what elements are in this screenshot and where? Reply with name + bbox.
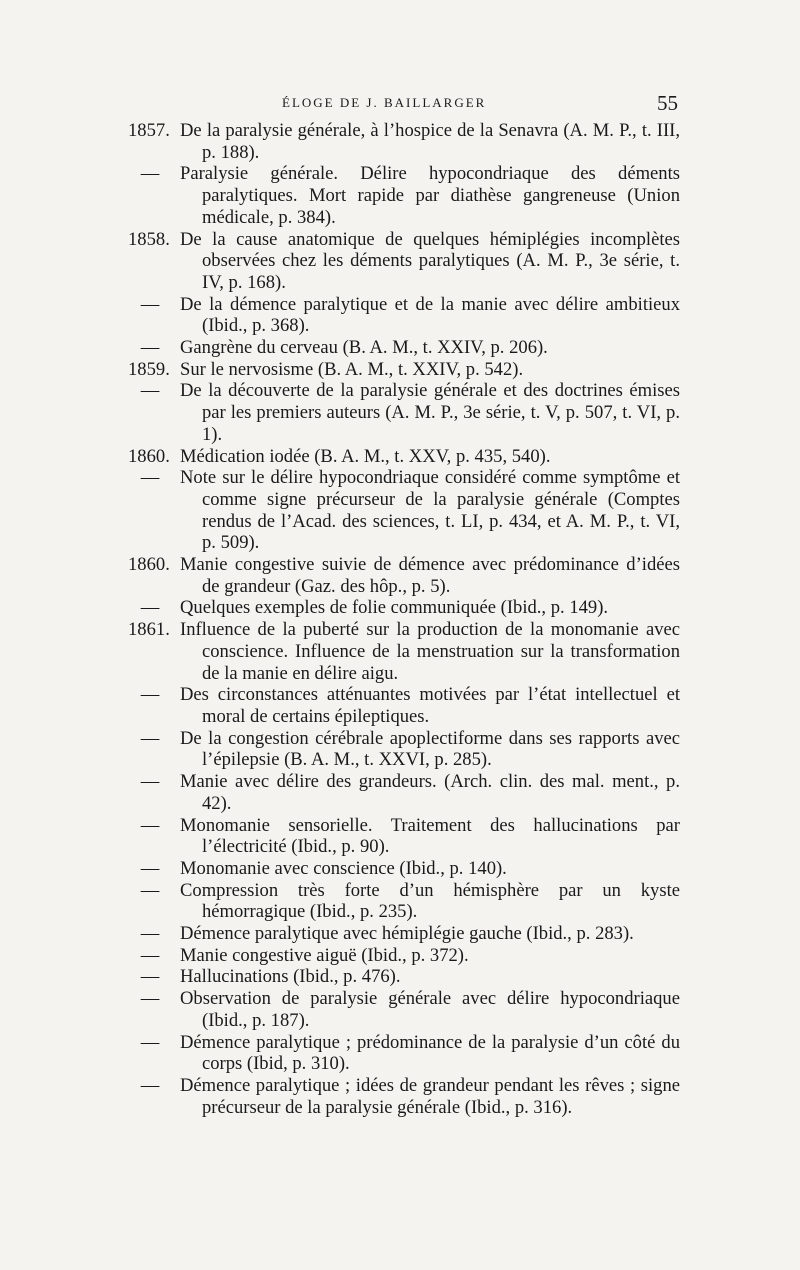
ditto-dash: —	[140, 467, 160, 489]
bibliography-entry	[128, 163, 680, 228]
ditto-dash: —	[140, 814, 160, 836]
entry-year: 1857.	[128, 120, 170, 141]
ditto-dash: —	[140, 966, 160, 988]
ditto-dash: —	[140, 727, 160, 749]
entry-text: Observation de paralysie générale avec délire hypocondriaque (Ibid., p. 187).	[180, 988, 680, 1031]
entry-text: Manie congestive suivie de démence avec prédominance d’idées de grandeur (Gaz. des hôp., p. 5).	[180, 554, 680, 597]
bibliography-entry	[128, 597, 680, 619]
bibliography-entry	[128, 467, 680, 554]
ditto-dash: —	[140, 684, 160, 706]
entry-text: De la découverte de la paralysie générale et des doctrines émises par les premiers auteurs (A. M. P., 3e série, t. V, p. 507, t. VI, p. 1).	[180, 380, 680, 445]
bibliography-entry	[128, 815, 680, 858]
bibliography-entry	[128, 359, 680, 381]
bibliography-entry	[128, 554, 680, 597]
ditto-dash: —	[140, 857, 160, 879]
ditto-dash: —	[140, 944, 160, 966]
entry-year: 1858.	[128, 228, 170, 250]
ditto-dash: —	[140, 879, 160, 901]
entry-text: Des circonstances atténuantes motivées par l’état intellectuel et moral de certains épileptiques.	[180, 684, 680, 727]
ditto-dash: —	[140, 337, 160, 359]
ditto-dash: —	[140, 771, 160, 793]
bibliography-entry	[128, 294, 680, 337]
entry-text: Note sur le délire hypocondriaque considéré comme symptôme et comme signe précurseur de la paralysie générale (Comptes rendus de l’Acad. des sciences, t. LI, p. 434, et A. M. P., t. VI, p. 509).	[180, 467, 680, 554]
entry-text: Hallucinations (Ibid., p. 476).	[180, 966, 401, 988]
bibliography-entry	[128, 684, 680, 727]
entry-text: Paralysie générale. Délire hypocondriaque des déments paralytiques. Mort rapide par diathèse gangreneuse (Union médicale, p. 384).	[180, 163, 680, 228]
entry-text: Monomanie sensorielle. Traitement des hallucinations par l’électricité (Ibid., p. 90).	[180, 814, 680, 858]
bibliography-entry	[128, 120, 680, 163]
ditto-dash: —	[140, 597, 160, 619]
bibliography-entry	[128, 966, 680, 988]
bibliography-entry	[128, 337, 680, 359]
entry-text: Démence paralytique avec hémiplégie gauche (Ibid., p. 283).	[180, 923, 634, 945]
bibliography-entry	[128, 945, 680, 967]
entry-text: Manie avec délire des grandeurs. (Arch. clin. des mal. ment., p. 42).	[180, 771, 680, 814]
bibliography-entry	[128, 1032, 680, 1075]
entry-text: Monomanie avec conscience (Ibid., p. 140).	[180, 857, 507, 879]
entry-text: Influence de la puberté sur la production de la monomanie avec conscience. Influence de la menstruation sur la transformation de la manie en délire aigu.	[180, 619, 680, 684]
entry-text: De la démence paralytique et de la manie avec délire ambitieux (Ibid., p. 368).	[180, 293, 680, 337]
ditto-dash: —	[140, 988, 160, 1010]
ditto-dash: —	[140, 163, 160, 185]
bibliography-entry	[128, 923, 680, 945]
page-header	[130, 91, 678, 121]
entry-year: 1860.	[128, 554, 170, 576]
bibliography-entry	[128, 446, 680, 468]
bibliography-entry	[128, 858, 680, 880]
entry-text: Médication iodée (B. A. M., t. XXV, p. 435, 540).	[180, 445, 551, 467]
bibliography-entry	[128, 1075, 680, 1118]
entry-year: 1859.	[128, 358, 170, 380]
entry-text: Compression très forte d’un hémisphère par un kyste hémorragique (Ibid., p. 235).	[180, 879, 680, 923]
bibliography-entry	[128, 229, 680, 294]
bibliography-entry	[128, 380, 680, 445]
ditto-dash: —	[140, 923, 160, 945]
entry-text: Manie congestive aiguë (Ibid., p. 372).	[180, 944, 469, 966]
bibliography-entry	[128, 619, 680, 684]
entry-text: Quelques exemples de folie communiquée (Ibid., p. 149).	[180, 597, 609, 619]
entry-text: Sur le nervosisme (B. A. M., t. XXIV, p. 542).	[180, 358, 524, 380]
ditto-dash: —	[140, 380, 160, 402]
entry-text: Démence paralytique ; idées de grandeur pendant les rêves ; signe précurseur de la paralysie générale (Ibid., p. 316).	[180, 1074, 680, 1118]
ditto-dash: —	[140, 1031, 160, 1053]
running-head: ÉLOGE DE J. BAILLARGER	[282, 95, 487, 110]
entry-text: De la cause anatomique de quelques hémiplégies incomplètes observées chez les déments paralytiques (A. M. P., 3e série, t. IV, p. 168).	[180, 228, 680, 293]
bibliography-entry	[128, 771, 680, 814]
bibliography-entry	[128, 728, 680, 771]
entry-text: Démence paralytique ; prédominance de la paralysie d’un côté du corps (Ibid, p. 310).	[180, 1031, 680, 1075]
ditto-dash: —	[140, 293, 160, 315]
entry-text: De la congestion cérébrale apoplectiforme dans ses rapports avec l’épilepsie (B. A. M., t. XXVI, p. 285).	[180, 727, 680, 771]
bibliography-entry	[128, 880, 680, 923]
entry-text: Gangrène du cerveau (B. A. M., t. XXIV, p. 206).	[180, 337, 548, 359]
entry-year: 1861.	[128, 619, 170, 641]
ditto-dash: —	[140, 1074, 160, 1096]
entry-year: 1860.	[128, 445, 170, 467]
bibliography-list	[128, 120, 680, 1118]
entry-text: De la paralysie générale, à l’hospice de la Senavra (A. M. P., t. III, p. 188).	[180, 120, 680, 163]
page-number: 55	[657, 91, 678, 115]
bibliography-entry	[128, 988, 680, 1031]
